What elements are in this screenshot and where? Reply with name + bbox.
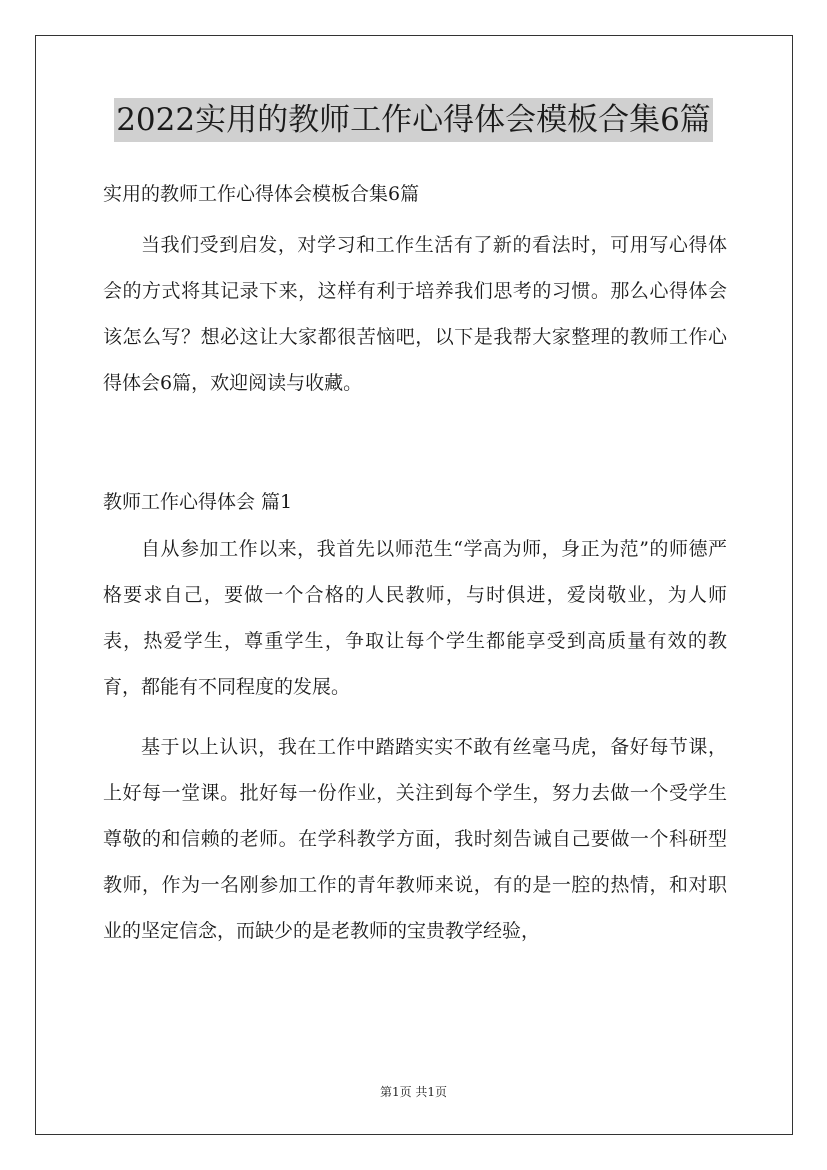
body-paragraph-1: 自从参加工作以来，我首先以师范生“学高为师，身正为范”的师德严格要求自己，要做一个合格的人民教师，与时俱进，爱岗敬业，为人师表，热爱学生，尊重学生，争取让每个学生都能享受到高质量有效的教育，都能有不同程度的发展。: [103, 538, 727, 698]
document-title: 2022实用的教师工作心得体会模板合集6篇: [114, 98, 713, 142]
section-heading: 教师工作心得体会 篇1: [103, 491, 293, 513]
document-body: [103, 172, 727, 954]
body-paragraph-2: 基于以上认识，我在工作中踏踏实实不敢有丝毫马虎，备好每节课，上好每一堂课。批好每一份作业，关注到每个学生，努力去做一个受学生尊敬的和信赖的老师。在学科教学方面，我时刻告诫自己要做一个科研型教师，作为一名刚参加工作的青年教师来说，有的是一腔的热情，和对职业的坚定信念，而缺少的是老教师的宝贵教学经验，: [103, 736, 727, 942]
document-subtitle: 实用的教师工作心得体会模板合集6篇: [103, 183, 420, 205]
intro-paragraph: 当我们受到启发，对学习和工作生活有了新的看法时，可用写心得体会的方式将其记录下来，这样有利于培养我们思考的习惯。那么心得体会该怎么写？想必这让大家都很苦恼吧，以下是我帮大家整理的教师工作心得体会6篇，欢迎阅读与收藏。: [103, 234, 727, 394]
title-container: [0, 98, 827, 142]
page-footer: 第1页 共1页: [379, 1085, 448, 1099]
